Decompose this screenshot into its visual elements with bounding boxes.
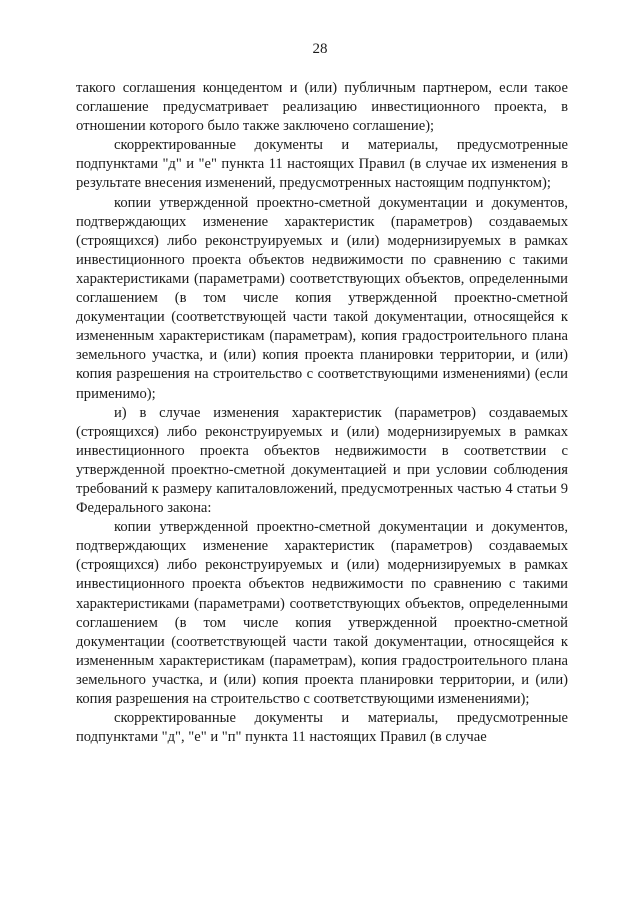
document-body [76, 79, 568, 747]
page-number: 28 [312, 41, 328, 57]
paragraph-subitem-i: и) в случае изменения характеристик (параметров) создаваемых (строящихся) либо реконструируемых и (или) модернизируемых в рамках инвестиционного проекта объектов недвижимости в соответствии с утвержденной проектно-сметной документацией и при условии соблюдения требований к размеру капиталовложений, предусмотренных частью 4 статьи 9 Федерального закона: [76, 404, 568, 517]
paragraph-corrected-documents-2: скорректированные документы и материалы, предусмотренные подпунктами "д", "е" и "п" пункта 11 настоящих Правил (в случае [76, 710, 568, 746]
paragraph-design-documentation-copies-2: копии утвержденной проектно-сметной документации и документов, подтверждающих изменение характеристик (параметров) создаваемых (строящихся) либо реконструируемых и (или) модернизируемых в рамках инвестиционного проекта объектов недвижимости по сравнению с такими характеристиками (параметрами) соответствующих объектов, определенными соглашением (в том числе копия утвержденной проектно-сметной документации (соответствующей части такой документации, относящейся к измененным характеристикам (параметрам), копия градостроительного плана земельного участка, и (или) копия проекта планировки территории, и (или) копия разрешения на строительство с соответствующими изменениями); [76, 519, 568, 707]
paragraph-corrected-documents: скорректированные документы и материалы, предусмотренные подпунктами "д" и "е" пункта 11 настоящих Правил (в случае их изменения в результате внесения изменений, предусмотренных настоящим подпунктом); [76, 137, 568, 192]
paragraph-design-documentation-copies: копии утвержденной проектно-сметной документации и документов, подтверждающих изменение характеристик (параметров) создаваемых (строящихся) либо реконструируемых и (или) модернизируемых в рамках инвестиционного проекта объектов недвижимости по сравнению с такими характеристиками (параметрами) соответствующих объектов, определенными соглашением (в том числе копия утвержденной проектно-сметной документации (соответствующей части такой документации, относящейся к измененным характеристикам (параметрам), копия градостроительного плана земельного участка, и (или) копия проекта планировки территории, и (или) копия разрешения на строительство с соответствующими изменениями) (если применимо); [76, 194, 568, 402]
paragraph-continuation: такого соглашения концедентом и (или) публичным партнером, если такое соглашение предусматривает реализацию инвестиционного проекта, в отношении которого было также заключено соглашение); [76, 80, 568, 135]
